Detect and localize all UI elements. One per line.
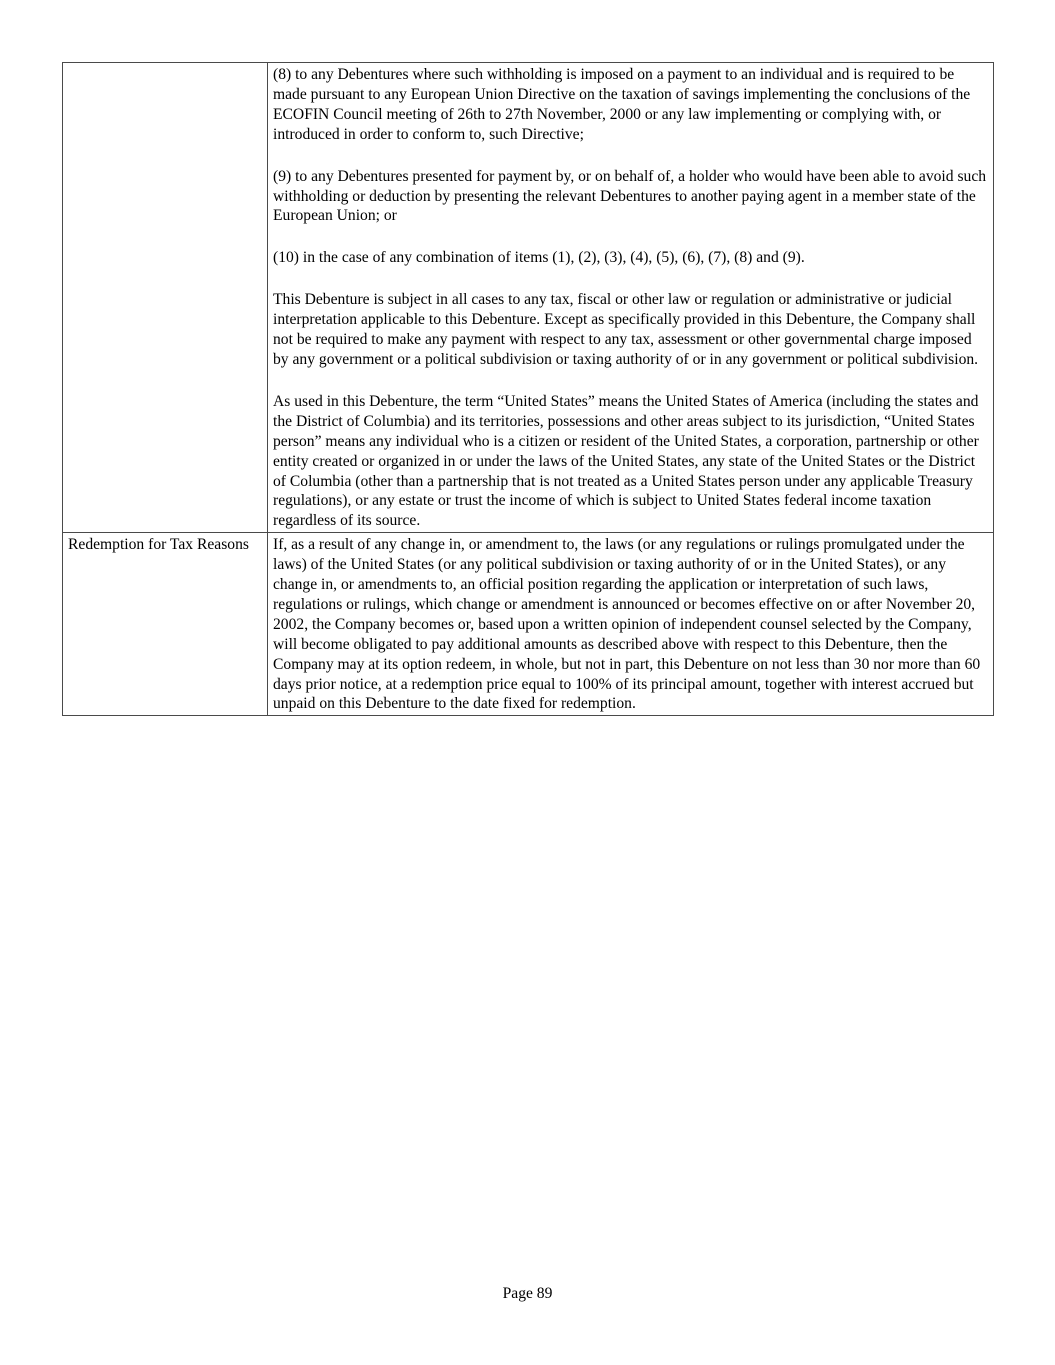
- row-content: [268, 533, 994, 716]
- paragraph: (10) in the case of any combination of items (1), (2), (3), (4), (5), (6), (7), (8) and (9).: [273, 249, 805, 267]
- paragraph: (9) to any Debentures presented for payment by, or on behalf of, a holder who would have been able to avoid such withholding or deduction by presenting the relevant Debentures to another paying agent in a member state of the European Union; or: [273, 167, 987, 225]
- paragraph: (8) to any Debentures where such withholding is imposed on a payment to an individual and is required to be made pursuant to any European Union Directive on the taxation of savings implementing the conclusions of the ECOFIN Council meeting of 26th to 27th November, 2000 or any law implementing or complying with, or introduced in order to conform to, such Directive;: [273, 66, 971, 143]
- table-row: [63, 533, 994, 716]
- table-row: [63, 63, 994, 533]
- paragraph: As used in this Debenture, the term “United States” means the United States of America (including the states and the District of Columbia) and its territories, possessions and other areas subject to its jurisdiction, “United States person” means any individual who is a citizen or resident of the United States, a corporation, partnership or other entity created or organized in or under the laws of the United States, any state of the United States or the District of Columbia (other than a partnership that is not treated as a United States person under any applicable Treasury regulations), or any estate or trust the income of which is subject to United States federal income taxation regardless of its source.: [273, 392, 979, 530]
- paragraph: This Debenture is subject in all cases to any tax, fiscal or other law or regulation or administrative or judicial interpretation applicable to this Debenture. Except as specifically provided in this Debenture, the Company shall not be required to make any payment with respect to any tax, assessment or other governmental charge imposed by any government or a political subdivision or taxing authority of or in any government or political subdivision.: [273, 291, 979, 368]
- page-number: Page 89: [502, 1285, 553, 1302]
- row-label: Redemption for Tax Reasons: [63, 533, 268, 716]
- paragraph: If, as a result of any change in, or amendment to, the laws (or any regulations or rulings promulgated under the laws) of the United States (or any political subdivision or taxing authority of or in the United States), or any change in, or amendments to, an official position regarding the application or interpretation of such laws, regulations or rulings, which change or amendment is announced or becomes effective on or after November 20, 2002, the Company becomes or, based upon a written opinion of independent counsel selected by the Company, will become obligated to pay additional amounts as described above with respect to this Debenture, then the Company may at its option redeem, in whole, but not in part, this Debenture on not less than 30 nor more than 60 days prior notice, at a redemption price equal to 100% of its principal amount, together with interest accrued but unpaid on this Debenture to the date fixed for redemption.: [273, 536, 981, 713]
- row-label: [63, 63, 268, 533]
- terms-table: [62, 62, 994, 716]
- row-content: [268, 63, 994, 533]
